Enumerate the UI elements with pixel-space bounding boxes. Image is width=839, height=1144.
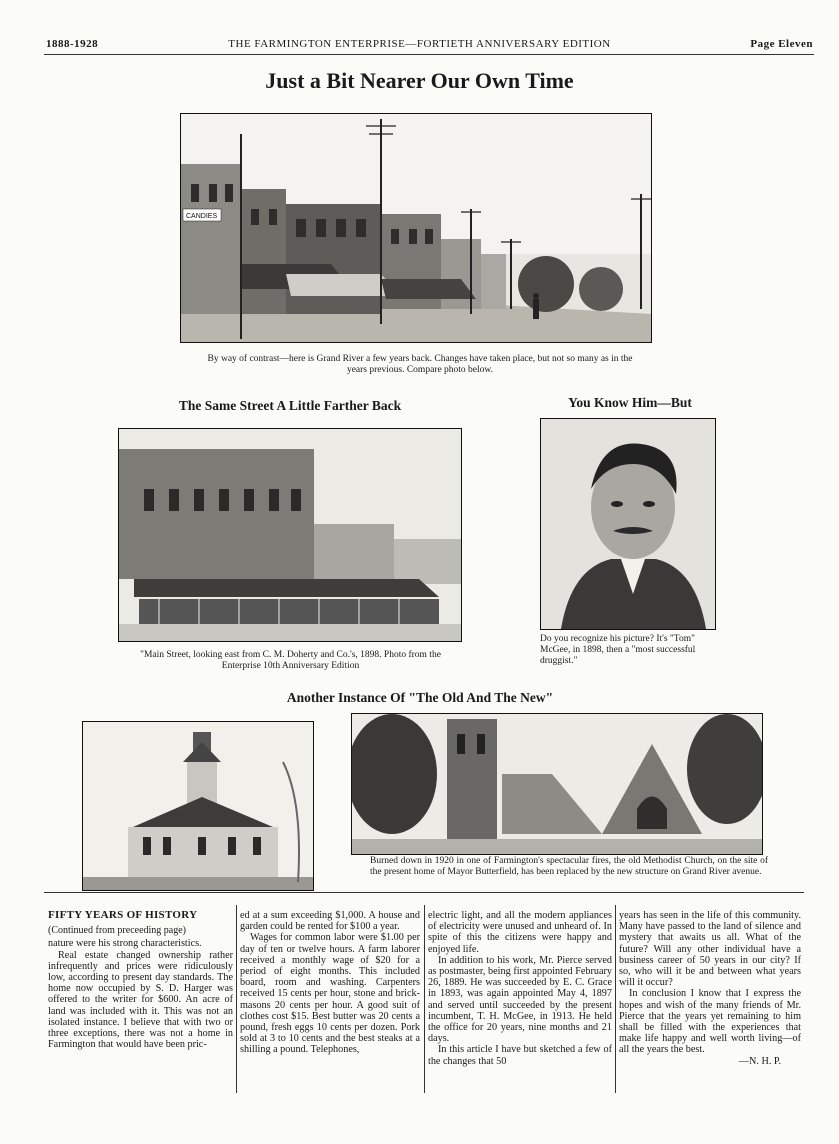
you-know-him-heading: You Know Him—But [568, 395, 692, 410]
photo-main-street-1898 [118, 428, 462, 642]
article-signature: —N. H. P. [738, 1055, 781, 1067]
portrait-illustration [541, 419, 715, 629]
article-column-1 [48, 910, 233, 1050]
article-continued-note: (Continued from preceeding page) [48, 925, 187, 937]
old-church-illustration [83, 722, 313, 890]
photo-new-church-caption: Burned down in 1920 in one of Farmington's spectacular fires, the old Methodist Church, on the site of the present home of Mayor Butterfield, has been replaced by the new structure on Grand River avenue. [370, 856, 768, 877]
publication-title: THE FARMINGTON ENTERPRISE—FORTIETH ANNIVERSARY EDITION [228, 38, 611, 50]
page-title: Just a Bit Nearer Our Own Time [265, 68, 574, 93]
article-headline: FIFTY YEARS OF HISTORY [48, 909, 198, 921]
street-scene-illustration [181, 114, 651, 342]
article-paragraph: Real estate changed ownership rather infrequently and prices were ridiculously low, according to present day standards. The home now occupied by S. D. Harger was offered to the writer for $600. An acre of land was included with it. This was not an isolated instance. I believe that with two or three exceptions, there was not a home in Farmington that would have been pric- [48, 949, 233, 1051]
candies-sign: CANDIES [186, 213, 218, 220]
photo-old-church [82, 721, 314, 891]
article-paragraph: ed at a sum exceeding $1,000. A house and garden could be rented for $100 a year. [240, 910, 420, 933]
photo-grand-river-caption: By way of contrast—here is Grand River a few years back. Changes have taken place, but not so many as in the years previous. Compare photo below. [207, 354, 633, 375]
photo-portrait-mcgee [540, 418, 716, 630]
new-church-illustration [352, 714, 762, 854]
photo-grand-river [180, 113, 652, 343]
article-paragraph: years has seen in the life of this community. Many have passed to the land of silence and mystery that awaits us all. What of the future? Will any other individual have a business career of 50 years in our city? If so, who will it be and between what years will it occur? [619, 910, 801, 989]
article-paragraph: electric light, and all the modern appliances of electricity were unused and unheard of. In spite of this the citizens were happy and enjoyed life. [428, 910, 612, 955]
article-paragraph: In addition to his work, Mr. Pierce served as postmaster, being first appointed February 26, 1889. He was succeeded by E. C. Grace in 1893, was again appointed May 4, 1897 and served until succeeded by the present incumbent, T. H. McGee, in 1913. He held the office for 20 years, nine months and 21 days. [428, 954, 612, 1045]
main-street-illustration [119, 429, 461, 641]
column-divider [615, 905, 616, 1093]
same-street-heading: The Same Street A Little Farther Back [178, 398, 402, 413]
article-paragraph: In this article I have but sketched a few of the changes that 50 [428, 1044, 612, 1067]
article-paragraph: Wages for common labor were $1.00 per day of ten or twelve hours. A farm laborer received a monthly wage of $20 for a period of eight months. This included board, room and washing. Carpenters received 15 cents per hour, stone and brick-masons 20 cents per hour. A good suit of clothes cost $15. Best butter was 20 cents a pound, fresh eggs 10 cents per dozen. Pork sold at 3 to 10 cents and the best steaks at a shilling a pound. Telephones, [240, 932, 420, 1056]
article-column-4 [619, 910, 801, 1067]
article-paragraph: nature were his strong characteristics. [48, 938, 202, 950]
article-column-2 [240, 910, 420, 1056]
column-divider [424, 905, 425, 1093]
article-top-rule [44, 892, 804, 893]
photo-new-church [351, 713, 763, 855]
column-divider [236, 905, 237, 1093]
photo-portrait-caption: Do you recognize his picture? It's "Tom" McGee, in 1898, then a "most successful druggist." [540, 634, 696, 666]
photo-main-street-caption: "Main Street, looking east from C. M. Doherty and Co.'s, 1898. Photo from the Enterprise 10th Anniversary Edition [140, 650, 441, 671]
edition-years: 1888-1928 [46, 38, 99, 50]
article-column-3 [428, 910, 612, 1067]
article-paragraph: In conclusion I know that I express the hopes and wish of the many friends of Mr. Pierce that the years yet remaining to him shall be filled with the experiences that make life happy and well worth living—of all the years the best. [619, 988, 801, 1056]
page-number: Page Eleven [750, 38, 813, 50]
old-and-new-heading: Another Instance Of "The Old And The New" [286, 690, 554, 705]
header-rule [44, 54, 814, 55]
